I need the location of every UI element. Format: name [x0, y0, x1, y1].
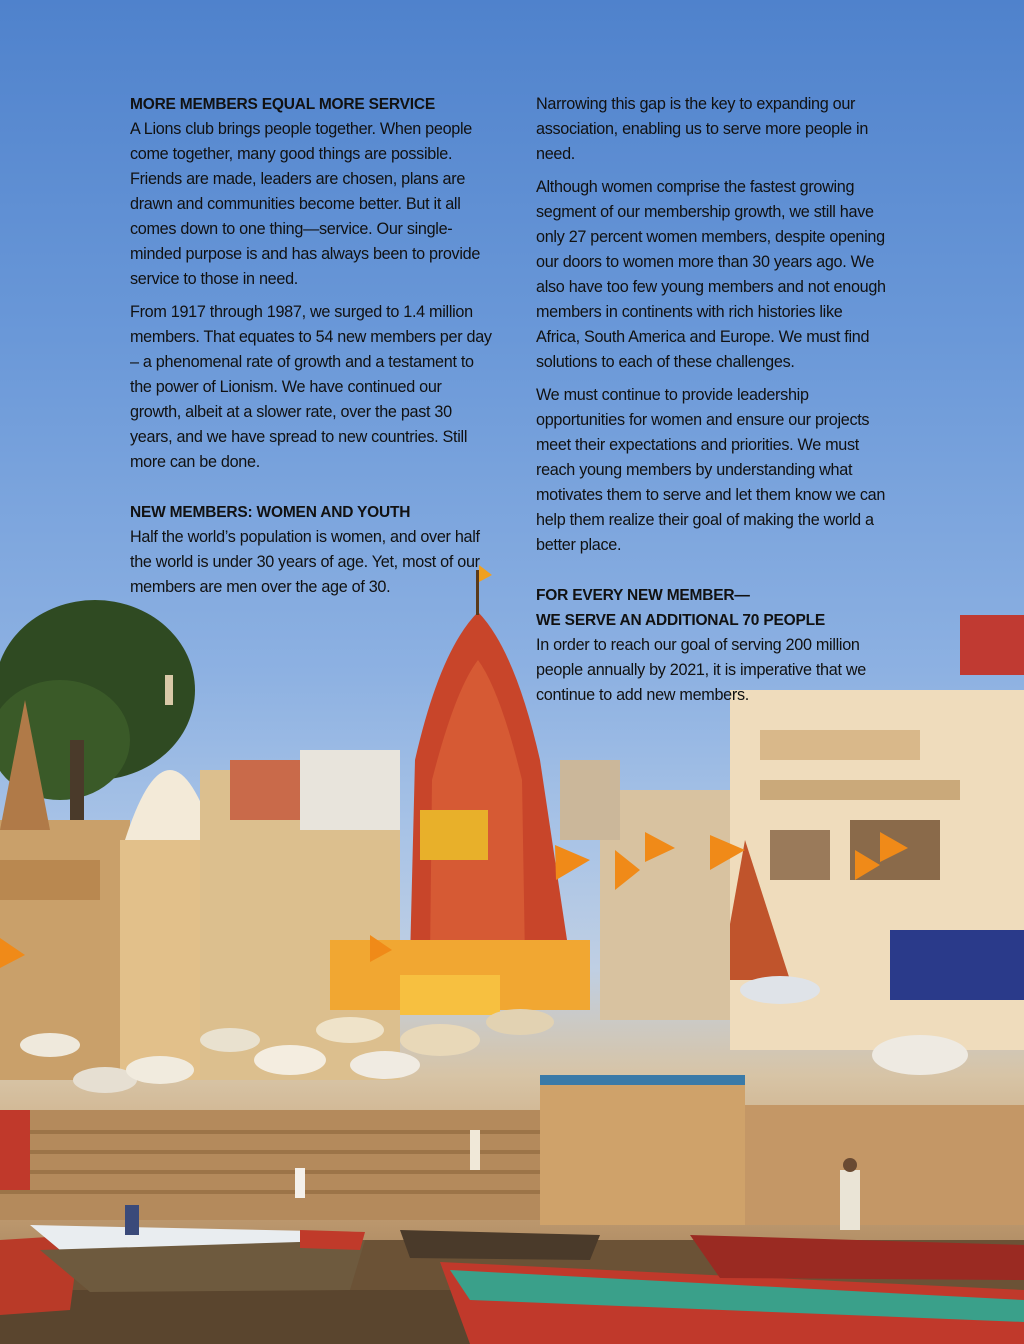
text-column-left [130, 92, 492, 608]
paragraph-population: Half the world’s population is women, and over half the world is under 30 years of age. Yet, most of our members are men over the age of 30. [130, 528, 480, 596]
heading-more-members: MORE MEMBERS EQUAL MORE SERVICE [130, 96, 435, 113]
heading-every-new-member: FOR EVERY NEW MEMBER— [536, 587, 750, 604]
heading-serve-70-people: WE SERVE AN ADDITIONAL 70 PEOPLE [536, 612, 826, 629]
paragraph-lions-club: A Lions club brings people together. When people come together, many good things are possible. Friends are made, leaders are chosen, plans are drawn and communities become better. But it all comes down to one thing—service. Our single-minded purpose is and has always been to provide service to those in need. [130, 120, 481, 288]
ghat-steps [0, 1075, 1024, 1225]
paragraph-growth-history: From 1917 through 1987, we surged to 1.4 million members. That equates to 54 new members per day – a phenomenal rate of growth and a testament to the power of Lionism. We have continued our growth, albeit at a slower rate, over the past 30 years, and we have spread to new countries. Still more can be done. [130, 303, 492, 471]
paragraph-narrowing-gap: Narrowing this gap is the key to expanding our association, enabling us to serve more people in need. [536, 95, 869, 163]
paragraph-goal-200-million: In order to reach our goal of serving 200 million people annually by 2021, it is imperative that we continue to add new members. [536, 636, 866, 704]
paragraph-women-members: Although women comprise the fastest growing segment of our membership growth, we still have only 27 percent women members, despite opening our doors to women more than 30 years ago. We also have too few young members and not enough members in continents with rich histories like Africa, South America and Europe. We must find solutions to each of these challenges. [536, 178, 886, 371]
spacer [536, 566, 888, 583]
spacer [130, 483, 492, 500]
paragraph-leadership: We must continue to provide leadership opportunities for women and ensure our projects meet their expectations and priorities. We must reach young members by understanding what motivates them to serve and let them know we can help them realize their goal of making the world a better place. [536, 386, 886, 554]
heading-women-and-youth: NEW MEMBERS: WOMEN AND YOUTH [130, 504, 411, 521]
text-column-right [536, 92, 888, 716]
